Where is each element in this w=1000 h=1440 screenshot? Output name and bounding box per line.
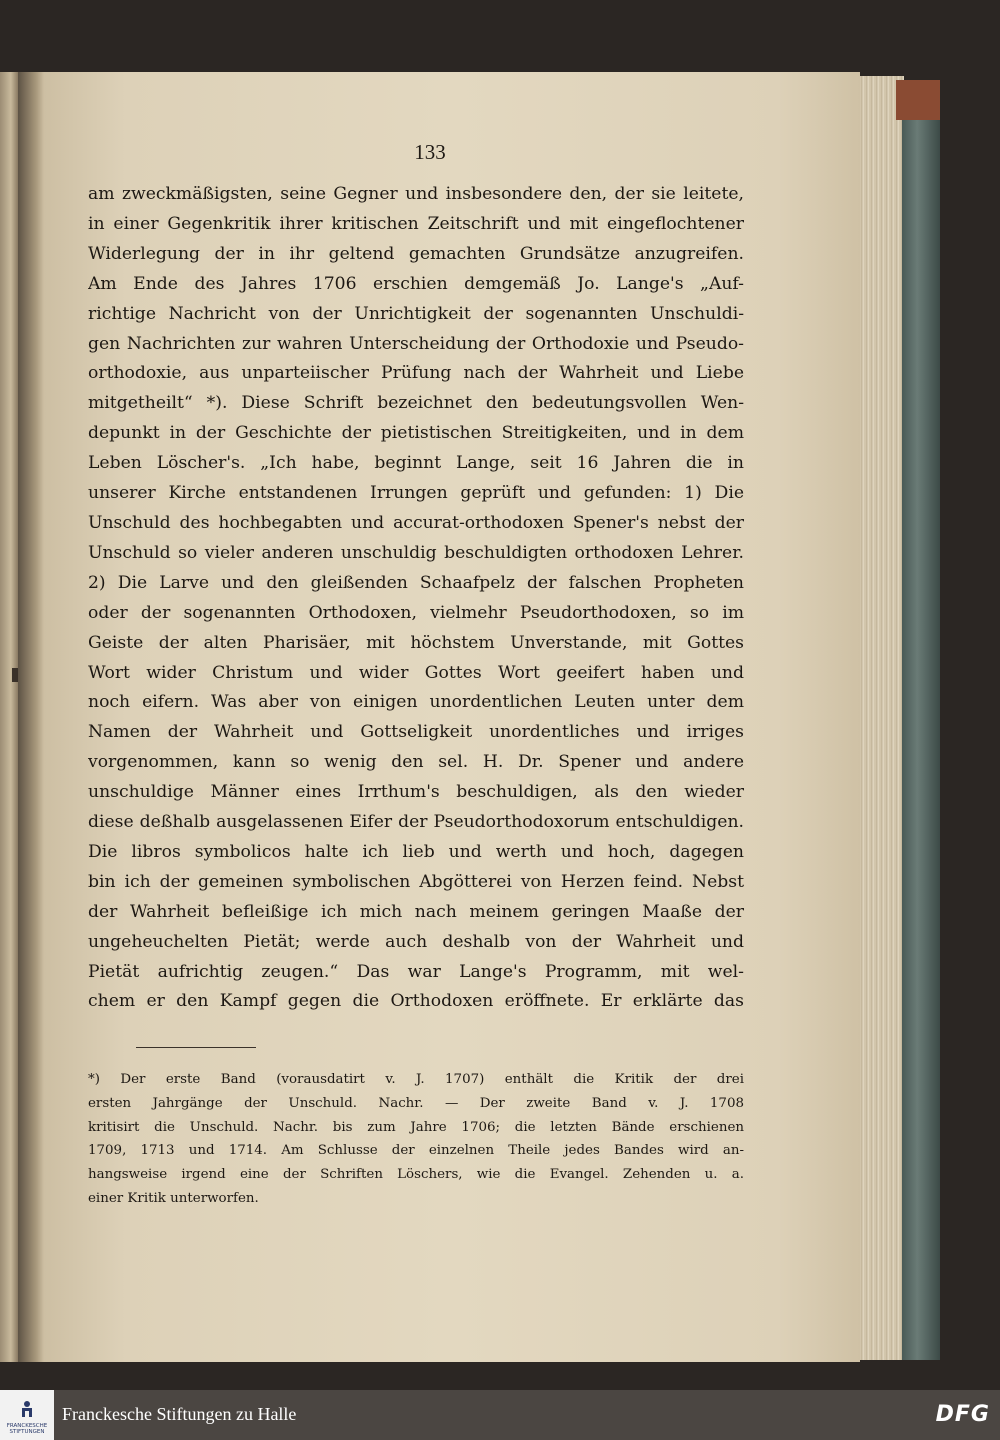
text-line: in einer Gegenkritik ihrer kritischen Zeitschrift und mit eingeflochtener: [88, 213, 744, 234]
footer-title: Franckesche Stiftungen zu Halle: [62, 1404, 297, 1424]
text-line: Wort wider Christum und wider Gottes Wort geeifert haben und: [88, 662, 744, 683]
text-line: am zweckmäßigsten, seine Gegner und insbesondere den, der sie leitete,: [88, 184, 744, 204]
text-line: Namen der Wahrheit und Gottseligkeit unordentliches und irriges: [88, 722, 744, 743]
franckesche-emblem-icon: [17, 1399, 37, 1419]
text-line: Geiste der alten Pharisäer, mit höchstem Unverstande, mit Gottes: [88, 632, 744, 653]
book-page: [44, 72, 860, 1362]
book-gutter: [18, 72, 44, 1362]
text-line: Am Ende des Jahres 1706 erschien demgemäß Jo. Lange's „Auf-: [88, 273, 744, 294]
text-line: mitgetheilt“ *). Diese Schrift bezeichnet den bedeutungsvollen Wen-: [88, 393, 744, 414]
body-text: [88, 180, 744, 1017]
footnote-line: einer Kritik unterworfen.: [88, 1190, 259, 1206]
logo-caption-line: FRANCKESCHE: [6, 1423, 48, 1429]
page-number: 133: [414, 140, 446, 164]
text-line: Unschuld so vieler anderen unschuldig beschuldigten orthodoxen Lehrer.: [88, 542, 744, 563]
text-line: Pietät aufrichtig zeugen.“ Das war Lange's Programm, mit wel-: [88, 961, 744, 982]
footnote-line: 1709, 1713 und 1714. Am Schlusse der einzelnen Theile jedes Bandes wird an-: [88, 1143, 744, 1159]
franckesche-logo[interactable]: [0, 1390, 54, 1440]
page-edges: [860, 76, 904, 1360]
footnote-rule: [136, 1047, 256, 1048]
text-line: Unschuld des hochbegabten und accurat-orthodoxen Spener's nebst der: [88, 512, 744, 533]
text-line: vorgenommen, kann so wenig den sel. H. Dr. Spener und andere: [88, 752, 744, 773]
text-line: Die libros symbolicos halte ich lieb und werth und hoch, dagegen: [88, 841, 744, 862]
text-line: gen Nachrichten zur wahren Unterscheidung der Orthodoxie und Pseudo-: [88, 333, 744, 354]
logo-caption-line: STIFTUNGEN: [9, 1429, 45, 1435]
left-page-edge: [0, 72, 18, 1362]
text-line: Leben Löscher's. „Ich habe, beginnt Lange, seit 16 Jahren die in: [88, 453, 744, 474]
viewer-footer: [0, 1390, 1000, 1440]
text-line: noch eifern. Was aber von einigen unordentlichen Leuten unter dem: [88, 692, 744, 713]
text-line: diese deßhalb ausgelassenen Eifer der Pseudorthodoxorum entschuldigen.: [88, 812, 744, 833]
dfg-logo[interactable]: DFG: [935, 1402, 990, 1427]
text-line: Widerlegung der in ihr geltend gemachten Grundsätze anzugreifen.: [88, 243, 744, 264]
text-line: richtige Nachricht von der Unrichtigkeit der sogenannten Unschuldi-: [88, 303, 744, 324]
text-line: chem er den Kampf gegen die Orthodoxen eröffnete. Er erklärte das: [88, 991, 744, 1012]
text-line: unschuldige Männer eines Irrthum's beschuldigen, als den wieder: [88, 782, 744, 803]
text-line: 2) Die Larve und den gleißenden Schaafpelz der falschen Propheten: [88, 572, 744, 593]
text-line: ungeheuchelten Pietät; werde auch deshalb von der Wahrheit und: [88, 931, 744, 952]
book-cover: [902, 80, 940, 1360]
text-line: unserer Kirche entstandenen Irrungen geprüft und gefunden: 1) Die: [88, 483, 744, 504]
text-line: depunkt in der Geschichte der pietistischen Streitigkeiten, und in dem: [88, 423, 744, 444]
footnote: [88, 1068, 744, 1211]
logo-caption: [0, 1423, 54, 1435]
footnote-line: hangsweise irgend eine der Schriften Löschers, wie die Evangel. Zehenden u. a.: [88, 1167, 744, 1183]
text-line: der Wahrheit befleißige ich mich nach meinem geringen Maaße der: [88, 901, 744, 922]
footnote-line: kritisirt die Unschuld. Nachr. bis zum Jahre 1706; die letzten Bände erschienen: [88, 1119, 744, 1135]
text-line: bin ich der gemeinen symbolischen Abgötterei von Herzen feind. Nebst: [88, 871, 744, 892]
text-line: oder der sogenannten Orthodoxen, vielmehr Pseudorthodoxen, so im: [88, 602, 744, 623]
footnote-line: *) Der erste Band (vorausdatirt v. J. 1707) enthält die Kritik der drei: [88, 1072, 744, 1087]
book-cover-corner: [896, 80, 940, 120]
footnote-line: ersten Jahrgänge der Unschuld. Nachr. — Der zweite Band v. J. 1708: [88, 1095, 744, 1111]
text-line: orthodoxie, aus unparteiischer Prüfung nach der Wahrheit und Liebe: [88, 363, 744, 384]
